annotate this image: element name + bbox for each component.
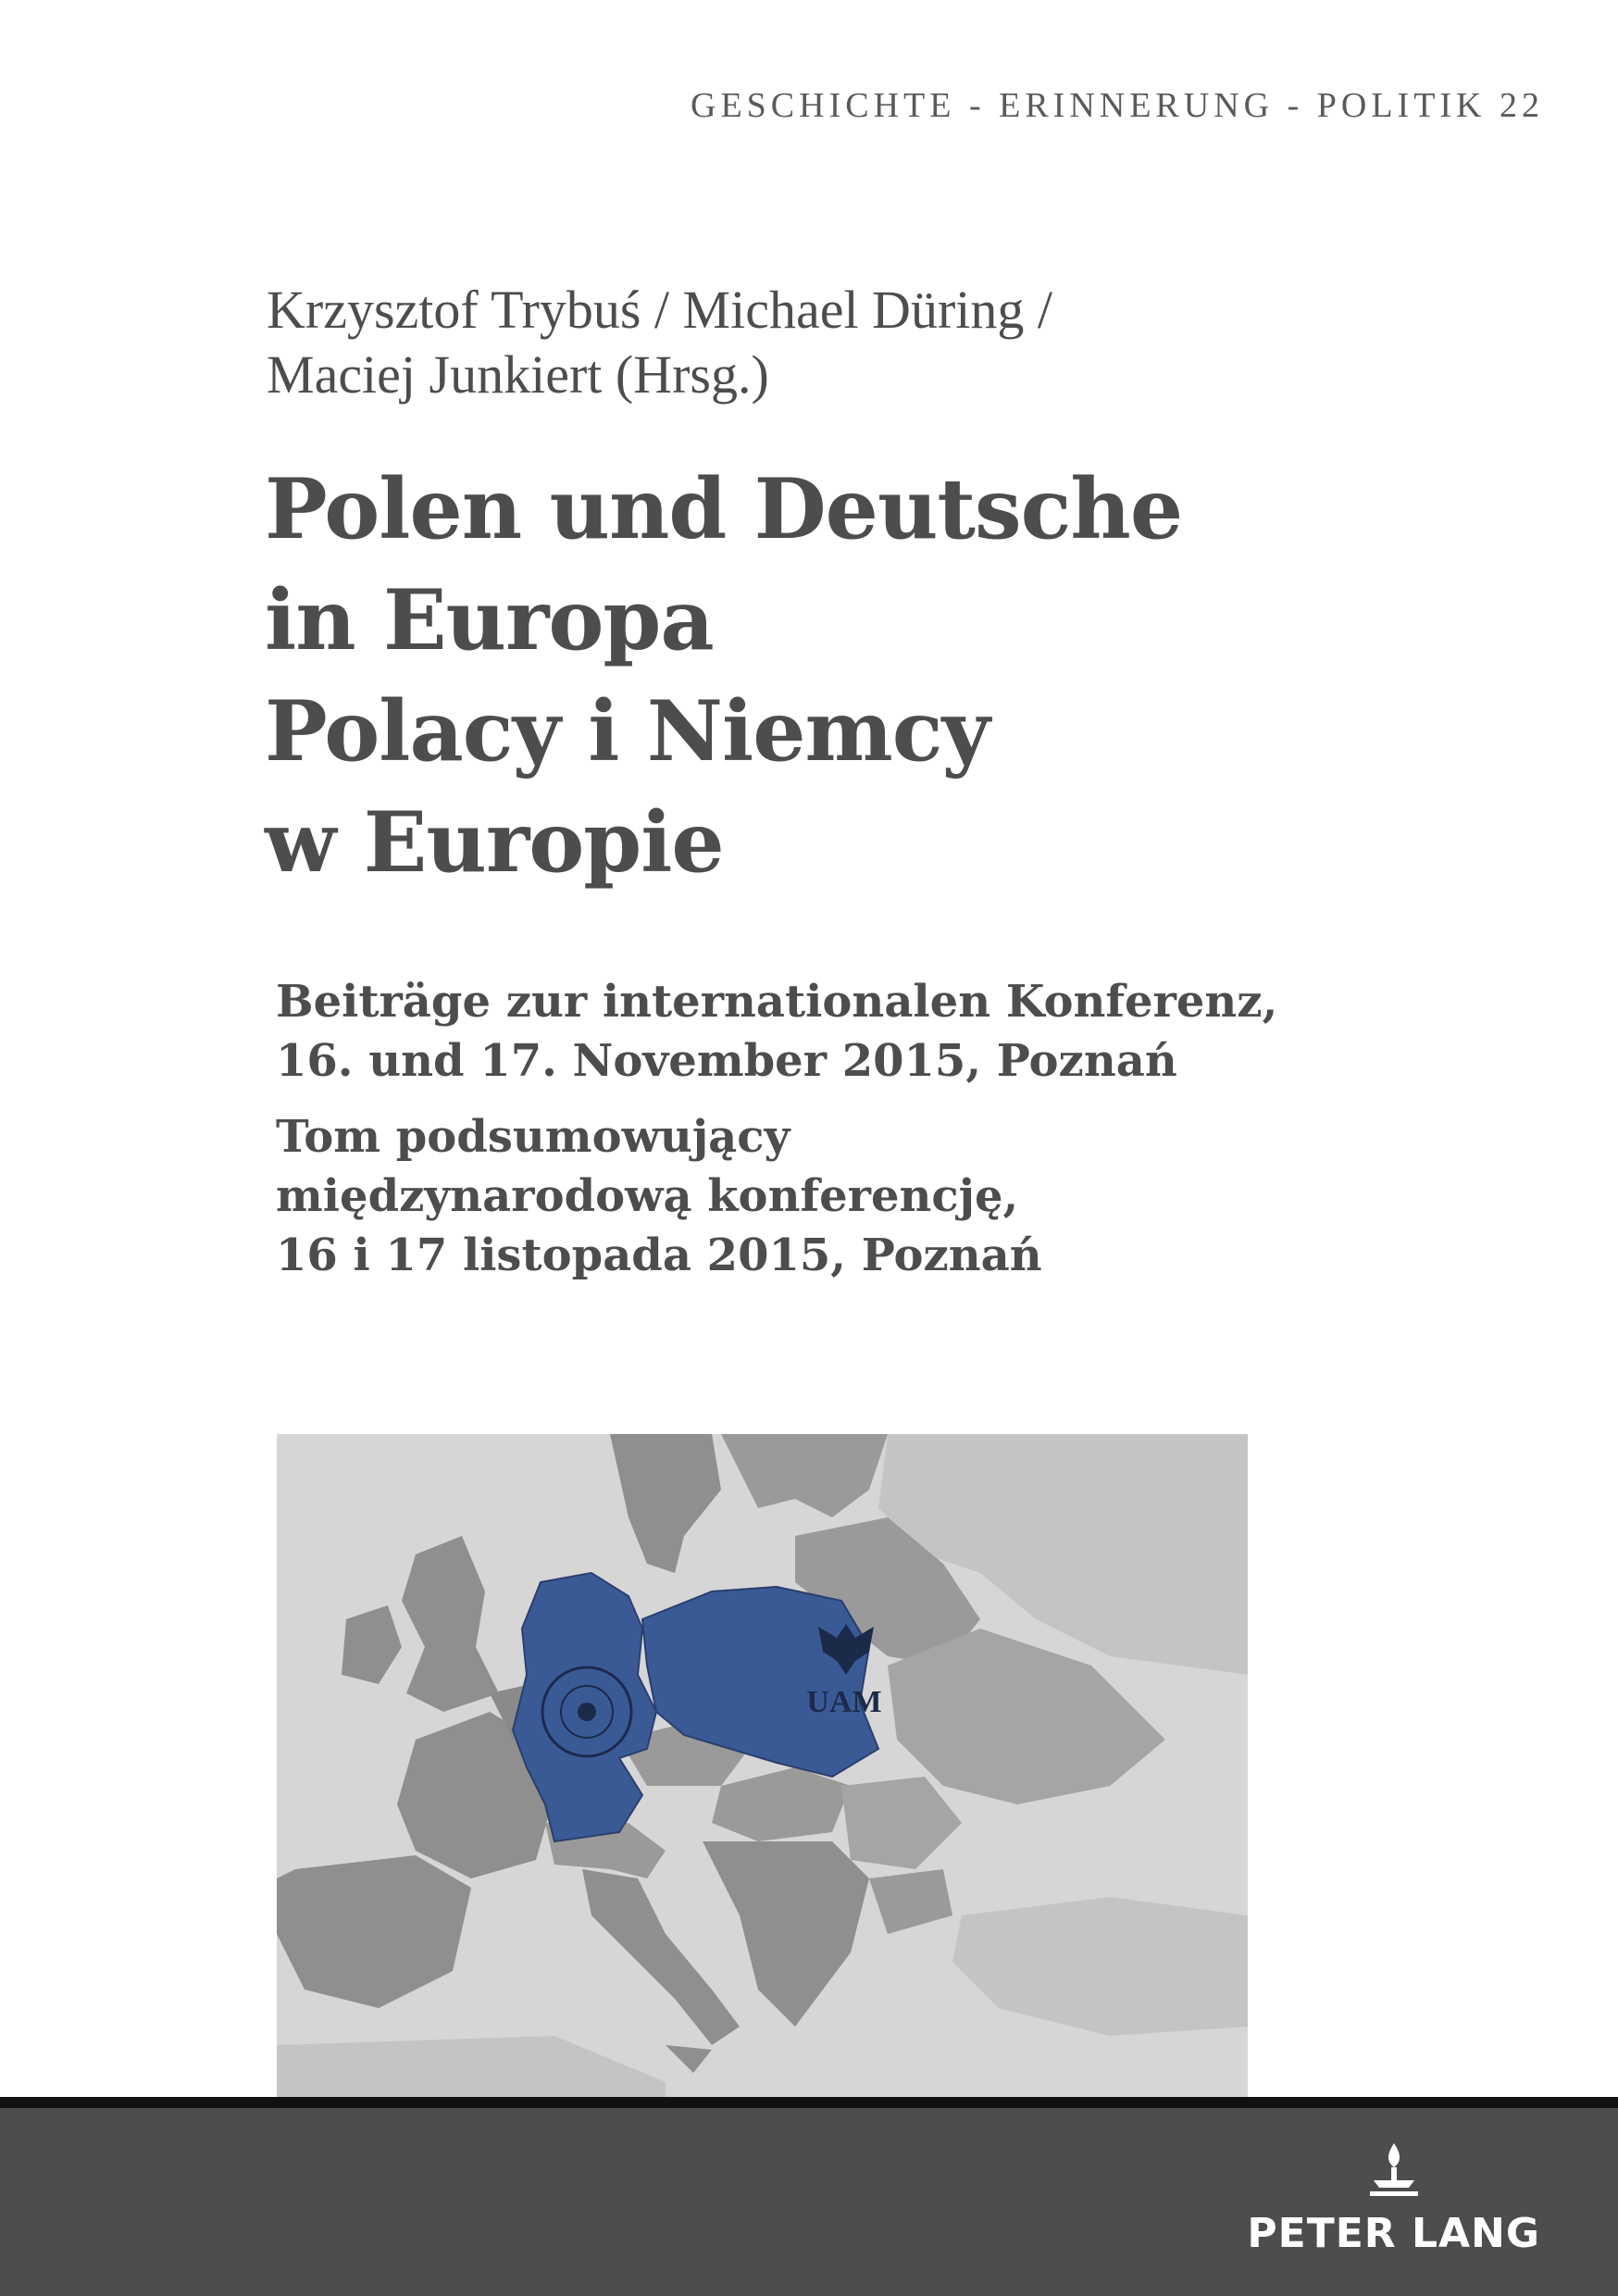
- europe-map-image: [277, 1434, 1248, 2101]
- europe-map-graphic: [277, 1434, 1248, 2101]
- subtitle-de-line-2: 16. und 17. November 2015, Poznań: [276, 1035, 1177, 1087]
- editors-line-2: Maciej Junkiert (Hrsg.): [267, 344, 769, 405]
- subtitle-pl-line-2: międzynarodową konferencję,: [276, 1170, 1019, 1222]
- publisher-name: PETER LANG: [1247, 2210, 1540, 2257]
- series-title: GESCHICHTE - ERINNERUNG - POLITIK 22: [691, 86, 1544, 125]
- editors: [267, 278, 1052, 407]
- title-line-4: w Europie: [265, 793, 724, 892]
- subtitle-pl-line-1: Tom podsumowujący: [276, 1111, 790, 1163]
- fountain-icon: [1366, 2141, 1422, 2201]
- uam-logo-text: UAM: [806, 1685, 882, 1719]
- title-line-3: Polacy i Niemcy: [265, 682, 989, 780]
- subtitle-de-line-1: Beiträge zur internationalen Konferenz,: [276, 976, 1278, 1028]
- title-line-1: Polen und Deutsche: [265, 460, 1183, 558]
- publisher-block: [1247, 2141, 1540, 2257]
- subtitle-pl-line-3: 16 i 17 listopada 2015, Poznań: [276, 1229, 1042, 1281]
- footer-bar: [0, 2108, 1618, 2296]
- book-subtitle: [276, 972, 1277, 1285]
- title-line-2: in Europa: [265, 571, 714, 669]
- footer-top-rule: [0, 2097, 1618, 2108]
- editors-line-1: Krzysztof Trybuś / Michael Düring /: [267, 280, 1052, 340]
- book-title: [265, 454, 1182, 898]
